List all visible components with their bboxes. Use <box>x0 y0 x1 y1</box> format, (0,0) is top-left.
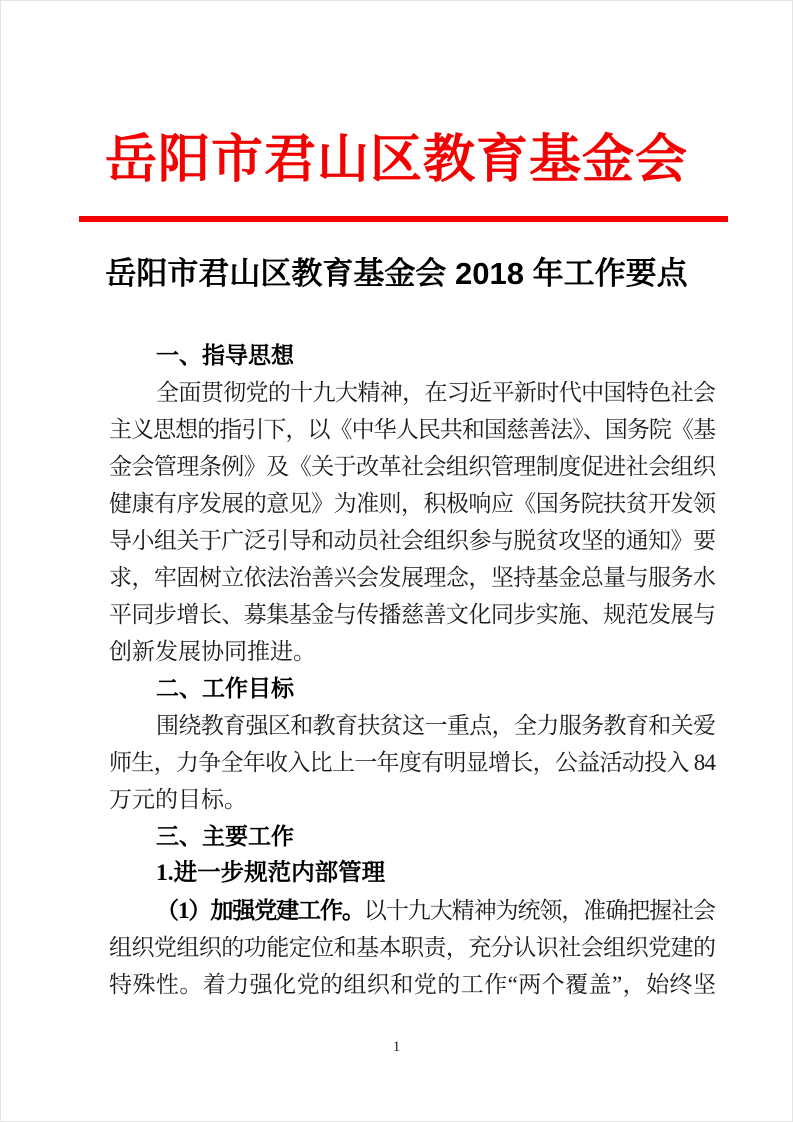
paragraph-line: 师生，力争全年收入比上一年度有明显增长，公益活动投入 84 <box>109 750 716 775</box>
page-number: 1 <box>392 1039 401 1055</box>
paragraph-line: 围绕教育强区和教育扶贫这一重点，全力服务教育和关爱 <box>156 713 716 738</box>
paragraph-line: 求，牢固树立依法治善兴会发展理念，坚持基金总量与服务水 <box>109 565 716 590</box>
paragraph-last-line: 创新发展协同推进。 <box>109 639 316 664</box>
section-heading: 三、主要工作 <box>156 823 294 849</box>
letterhead-org-title: 岳阳市君山区教育基金会 <box>104 132 688 189</box>
paragraph-line: 导小组关于广泛引导和动员社会组织参与脱贫攻坚的通知》要 <box>109 528 716 553</box>
bold-lead: （1）加强党建工作。 <box>156 898 364 923</box>
paragraph-line: 金会管理条例》及《关于改革社会组织管理制度促进社会组织 <box>109 454 716 479</box>
paragraph-line: 平同步增长、募集基金与传播慈善文化同步实施、规范发展与 <box>109 602 716 627</box>
paragraph-line: 主义思想的指引下，以《中华人民共和国慈善法》、国务院《基 <box>109 417 716 442</box>
document-title: 岳阳市君山区教育基金会 2018 年工作要点 <box>105 256 688 291</box>
document-body <box>109 337 716 1003</box>
section-heading: 二、工作目标 <box>156 675 294 701</box>
section-heading: 一、指导思想 <box>156 342 294 368</box>
paragraph-line: 组织党组织的功能定位和基本职责，充分认识社会组织党建的 <box>109 935 716 960</box>
paragraph-line: 全面贯彻党的十九大精神，在习近平新时代中国特色社会 <box>156 380 716 405</box>
paragraph-last-line: 万元的目标。 <box>109 787 247 812</box>
paragraph-line: 健康有序发展的意见》为准则，积极响应《国务院扶贫开发领 <box>109 491 716 516</box>
sub-heading: 1.进一步规范内部管理 <box>156 860 386 886</box>
paragraph-line-text: 以十九大精神为统领，准确把握社会 <box>363 898 715 923</box>
paragraph-line: 特殊性。着力强化党的组织和党的工作“两个覆盖”，始终坚 <box>109 972 717 997</box>
paragraph-line <box>109 892 716 929</box>
letterhead-rule <box>79 216 728 222</box>
